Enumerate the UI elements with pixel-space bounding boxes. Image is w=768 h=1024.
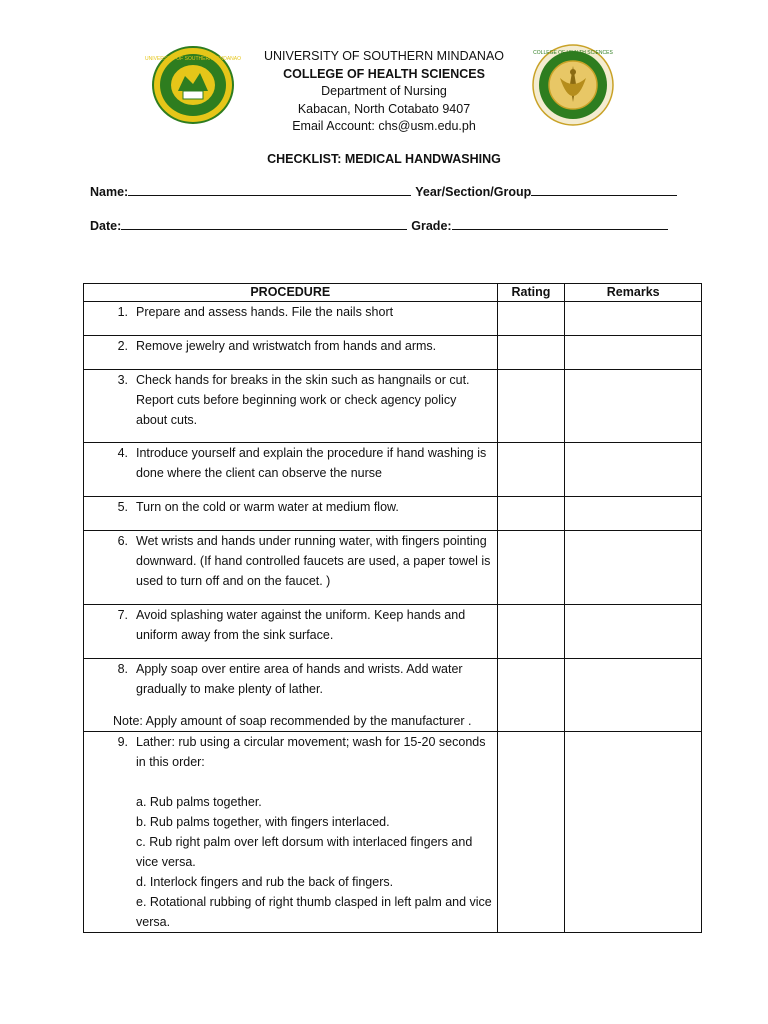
step-text: Apply soap over entire area of hands and wrists. Add water gradually to make plenty of lather. <box>136 662 463 696</box>
remarks-cell[interactable] <box>565 302 702 336</box>
remarks-cell[interactable] <box>565 497 702 531</box>
procedure-cell <box>84 336 498 370</box>
step-number: 4. <box>117 446 128 460</box>
chs-seal-logo <box>532 44 614 126</box>
rating-cell[interactable] <box>497 659 565 732</box>
table-header-row <box>84 284 702 302</box>
grade-field[interactable] <box>452 217 668 230</box>
step-text: Check hands for breaks in the skin such as hangnails or cut. Report cuts before beginning work or check agency policy about cuts. <box>136 373 470 427</box>
procedure-cell <box>84 497 498 531</box>
substep-text: d. Interlock fingers and rub the back of fingers. <box>136 875 394 889</box>
step-number: 3. <box>117 373 128 387</box>
procedure-cell <box>84 659 498 732</box>
table-row <box>84 302 702 336</box>
step-number: 5. <box>117 500 128 514</box>
grade-label: Grade: <box>411 219 452 233</box>
procedure-cell <box>84 605 498 659</box>
remarks-cell[interactable] <box>565 336 702 370</box>
remarks-cell[interactable] <box>565 605 702 659</box>
step-text: Lather: rub using a circular movement; wash for 15-20 seconds in this order: <box>136 735 486 769</box>
table-row <box>84 443 702 497</box>
address: Kabacan, North Cotabato 9407 <box>297 101 471 116</box>
rating-cell[interactable] <box>497 443 565 497</box>
left-logo-text: UNIVERSITY OF SOUTHERN MINDANAO <box>144 56 242 62</box>
rating-cell[interactable] <box>497 370 565 443</box>
procedure-header: PROCEDURE <box>84 284 498 302</box>
rating-cell[interactable] <box>497 531 565 605</box>
step-text: Introduce yourself and explain the procedure if hand washing is done where the client can observe the nurse <box>136 446 487 480</box>
university-name: UNIVERSITY OF SOUTHERN MINDANAO <box>263 49 505 63</box>
procedure-cell <box>84 370 498 443</box>
substep-text: e. Rotational rubbing of right thumb clasped in left palm and vice versa. <box>136 895 492 929</box>
name-field[interactable] <box>128 183 411 196</box>
step-number: 2. <box>117 339 128 353</box>
remarks-cell[interactable] <box>565 732 702 933</box>
procedure-cell <box>84 531 498 605</box>
step-text: Avoid splashing water against the uniform. Keep hands and uniform away from the sink surface. <box>136 608 466 642</box>
table-row <box>84 531 702 605</box>
rating-cell[interactable] <box>497 732 565 933</box>
department-name: Department of Nursing <box>321 84 447 98</box>
rating-cell[interactable] <box>497 497 565 531</box>
procedure-cell <box>84 443 498 497</box>
right-logo-text: COLLEGE OF HEALTH SCIENCES <box>533 50 613 56</box>
remarks-cell[interactable] <box>565 443 702 497</box>
table-row <box>84 605 702 659</box>
step-number: 9. <box>117 735 128 749</box>
rating-header: Rating <box>497 284 565 302</box>
college-name: COLLEGE OF HEALTH SCIENCES <box>283 66 485 81</box>
substep-text: b. Rub palms together, with fingers interlaced. <box>136 815 390 829</box>
table-row <box>84 659 702 732</box>
procedure-table <box>83 283 702 933</box>
remarks-cell[interactable] <box>565 370 702 443</box>
table-row <box>84 370 702 443</box>
name-row <box>90 183 681 217</box>
table-row <box>84 497 702 531</box>
step-number: 1. <box>117 305 128 319</box>
step-note: Note: Apply amount of soap recommended by the manufacturer . <box>113 714 472 728</box>
procedure-cell <box>84 302 498 336</box>
step-text: Prepare and assess hands. File the nails short <box>136 305 394 319</box>
rating-cell[interactable] <box>497 336 565 370</box>
date-row <box>90 217 681 251</box>
substep-text: a. Rub palms together. <box>136 795 262 809</box>
remarks-header: Remarks <box>565 284 702 302</box>
rating-cell[interactable] <box>497 302 565 336</box>
step-number: 7. <box>117 608 128 622</box>
rating-cell[interactable] <box>497 605 565 659</box>
document-header <box>0 48 768 136</box>
step-text: Remove jewelry and wristwatch from hands and arms. <box>136 339 437 353</box>
date-field[interactable] <box>121 217 407 230</box>
procedure-cell <box>84 732 498 933</box>
date-label: Date: <box>90 219 122 233</box>
step-number: 6. <box>117 534 128 548</box>
year-section-group-field[interactable] <box>531 183 677 196</box>
remarks-cell[interactable] <box>565 659 702 732</box>
substep-text: c. Rub right palm over left dorsum with interlaced fingers and vice versa. <box>136 835 473 869</box>
email: Email Account: chs@usm.edu.ph <box>292 119 476 133</box>
checklist-title: CHECKLIST: MEDICAL HANDWASHING <box>267 152 501 166</box>
remarks-cell[interactable] <box>565 531 702 605</box>
year-section-group-label: Year/Section/Group <box>415 185 532 199</box>
name-label: Name: <box>90 185 129 199</box>
student-info-fields <box>90 183 681 251</box>
step-number: 8. <box>117 662 128 676</box>
step-text: Wet wrists and hands under running water, with fingers pointing downward. (If hand controlled faucets are used, a paper towel is used to turn off and on the faucet. ) <box>136 534 491 588</box>
table-row <box>84 336 702 370</box>
table-row <box>84 732 702 933</box>
step-text: Turn on the cold or warm water at medium flow. <box>136 500 399 514</box>
